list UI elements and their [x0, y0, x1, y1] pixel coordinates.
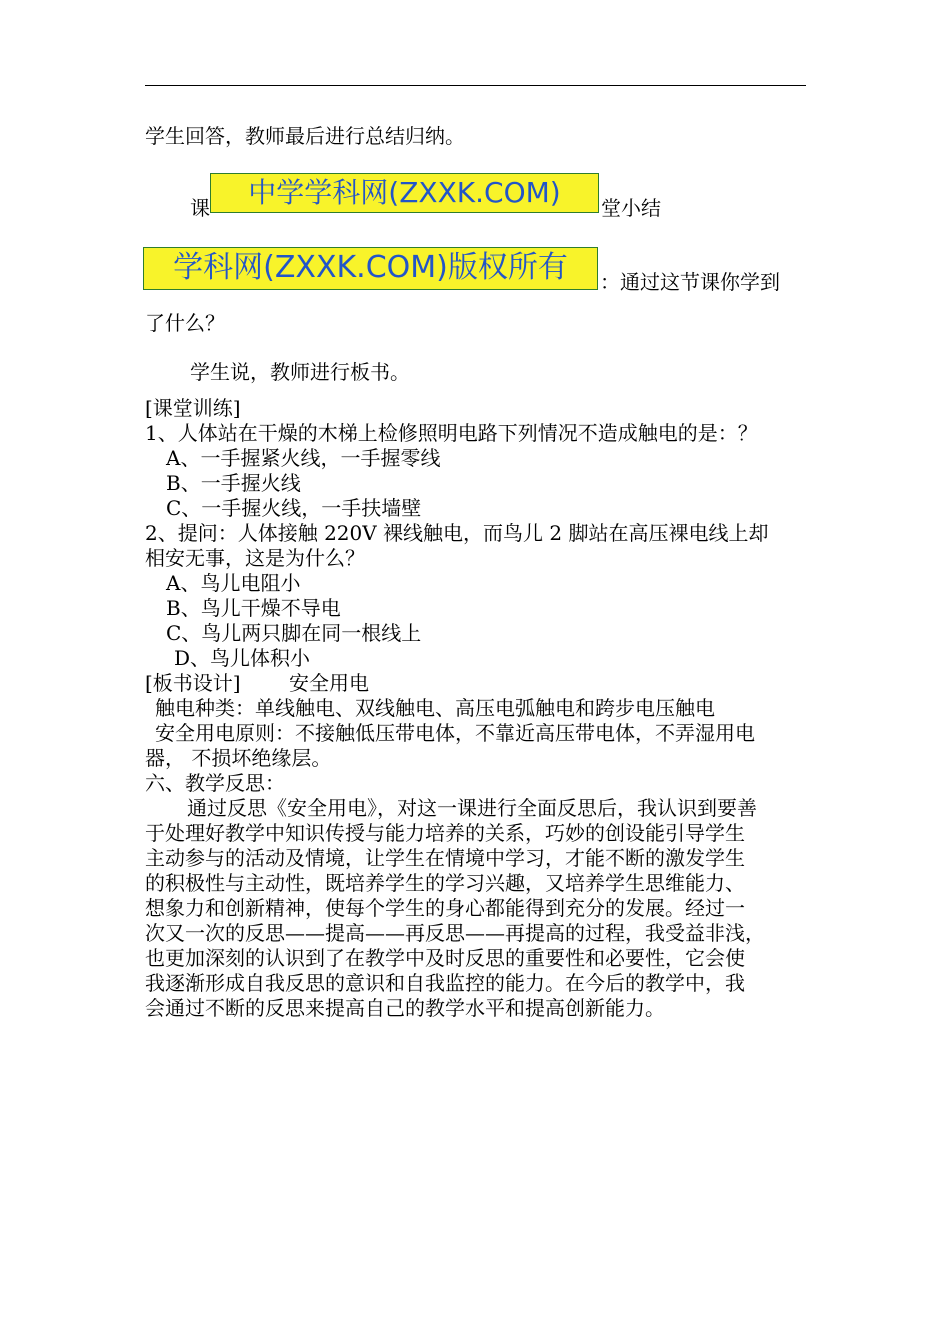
- q1-option-b: B、一手握火线: [166, 471, 301, 495]
- reflection-line: 想象力和创新精神，使每个学生的身心都能得到充分的发展。经过一: [145, 896, 745, 920]
- board-types: 触电种类：单线触电、双线触电、高压电弧触电和跨步电压触电: [155, 696, 715, 720]
- q2-option-c: C、鸟儿两只脚在同一根线上: [166, 621, 422, 645]
- question-2-line-1: 2、提问：人体接触 220V 裸线触电，而鸟儿 2 脚站在高压裸电线上却: [145, 521, 769, 545]
- header-rule: [145, 85, 806, 86]
- summary-question-2: 了什么？: [145, 311, 225, 335]
- reflection-line: 的积极性与主动性，既培养学生的学习兴趣，又培养学生思维能力、: [145, 871, 745, 895]
- reflection-line: 次又一次的反思——提高——再反思——再提高的过程，我受益非浅，: [145, 921, 765, 945]
- reflection-heading: 六、教学反思：: [145, 771, 285, 795]
- reflection-line: 于处理好教学中知识传授与能力培养的关系，巧妙的创设能引导学生: [145, 821, 745, 845]
- reflection-line: 也更加深刻的认识到了在教学中及时反思的重要性和必要性，它会使: [145, 946, 745, 970]
- summary-tail: 堂小结: [601, 196, 661, 220]
- board-title: 安全用电: [289, 671, 369, 695]
- watermark-banner-2: 学科网(ZXXK.COM)版权所有: [143, 247, 598, 290]
- summary-lead: 课: [190, 196, 210, 220]
- board-principle-1: 安全用电原则：不接触低压带电体，不靠近高压带电体，不弄湿用电: [155, 721, 755, 745]
- reflection-line: 会通过不断的反思来提高自己的教学水平和提高创新能力。: [145, 996, 665, 1020]
- q1-option-c: C、一手握火线，一手扶墙壁: [166, 496, 422, 520]
- board-principle-2: 器， 不损坏绝缘层。: [145, 746, 332, 770]
- question-2-line-2: 相安无事，这是为什么？: [145, 546, 365, 570]
- watermark-banner-1: 中学学科网(ZXXK.COM): [210, 173, 599, 213]
- reflection-line: 主动参与的活动及情境，让学生在情境中学习，才能不断的激发学生: [145, 846, 745, 870]
- board-heading: [板书设计]: [145, 671, 241, 695]
- intro-text: 学生回答，教师最后进行总结归纳。: [145, 124, 465, 148]
- question-1: 1、人体站在干燥的木梯上检修照明电路下列情况不造成触电的是：？: [145, 421, 758, 445]
- reflection-line: 我逐渐形成自我反思的意识和自我监控的能力。在今后的教学中，我: [145, 971, 745, 995]
- q2-option-a: A、鸟儿电阻小: [166, 571, 301, 595]
- reflection-line: 通过反思《安全用电》，对这一课进行全面反思后，我认识到要善: [187, 796, 757, 820]
- q1-option-a: A、一手握紧火线，一手握零线: [166, 446, 441, 470]
- q2-option-d: D、鸟儿体积小: [174, 646, 311, 670]
- q2-option-b: B、鸟儿干燥不导电: [166, 596, 341, 620]
- summary-question-1: ：通过这节课你学到: [600, 270, 780, 294]
- student-says: 学生说，教师进行板书。: [190, 360, 410, 384]
- training-heading: [课堂训练]: [145, 396, 241, 420]
